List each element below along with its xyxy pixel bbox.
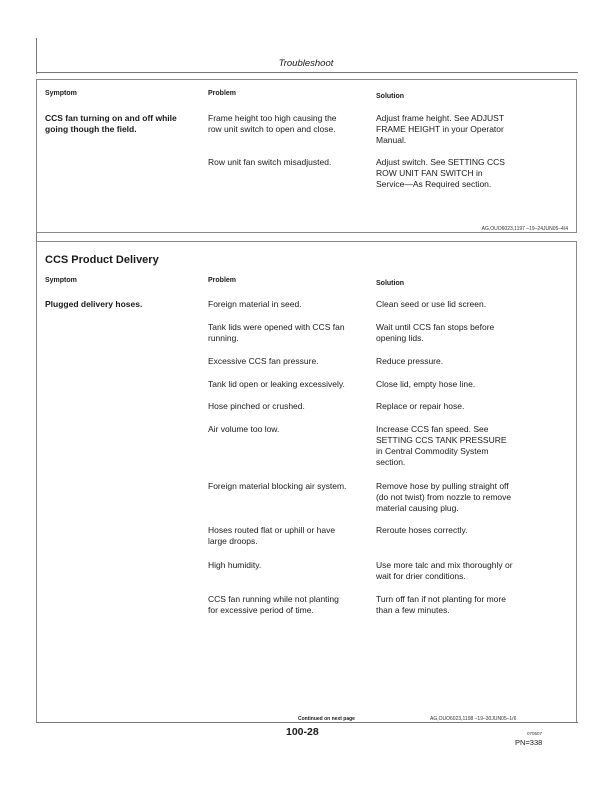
solution-text <box>376 560 513 582</box>
solution-line: than a few minutes. <box>376 605 450 615</box>
problem-text <box>208 356 319 367</box>
solution-text <box>376 113 504 146</box>
solution-line: ROW UNIT FAN SWITCH in <box>376 168 483 178</box>
solution-text <box>376 594 506 616</box>
problem-line: Air volume too low. <box>208 424 280 434</box>
problem-text <box>208 525 335 547</box>
problem-line: for excessive period of time. <box>208 605 314 615</box>
problem-line: Excessive CCS fan pressure. <box>208 356 319 366</box>
problem-text <box>208 113 337 135</box>
footer-rule <box>36 722 578 723</box>
problem-line: Frame height too high causing the <box>208 113 337 123</box>
solution-text <box>376 356 443 367</box>
problem-text <box>208 560 261 571</box>
solution-line: Use more talc and mix thoroughly or <box>376 560 513 570</box>
solution-line: Clean seed or use lid screen. <box>376 299 487 309</box>
page-header-title: Troubleshoot <box>278 58 334 69</box>
solution-text <box>376 401 464 412</box>
solution-line: Manual. <box>376 135 407 145</box>
solution-text <box>376 481 511 514</box>
problem-text <box>208 157 331 168</box>
symptom-header: Symptom <box>45 277 77 284</box>
solution-text <box>376 525 468 536</box>
problem-text <box>208 379 345 390</box>
pn-number: PN=338 <box>515 738 543 747</box>
solution-line: (do not twist) from nozzle to remove <box>376 492 512 502</box>
problem-line: Row unit fan switch misadjusted. <box>208 157 332 167</box>
solution-text <box>376 379 475 390</box>
solution-line: Reroute hoses correctly. <box>376 525 468 535</box>
solution-line: Wait until CCS fan stops before <box>376 322 495 332</box>
problem-line: large droops. <box>208 536 258 546</box>
document-code: 070507 <box>527 731 543 736</box>
symptom-text <box>45 113 177 135</box>
solution-header: Solution <box>376 280 404 287</box>
problem-text <box>208 401 305 412</box>
troubleshoot-box-fan-cycling <box>36 79 577 233</box>
solution-line: Turn off fan if not planting for more <box>376 594 506 604</box>
problem-line: CCS fan running while not planting <box>208 594 339 604</box>
page-number: 100-28 <box>286 726 319 738</box>
problem-line: High humidity. <box>208 560 262 570</box>
solution-text <box>376 322 494 344</box>
troubleshoot-box-product-delivery <box>36 241 577 722</box>
solution-line: Service—As Required section. <box>376 179 492 189</box>
symptom-line: going though the field. <box>45 124 137 134</box>
solution-line: section. <box>376 457 406 467</box>
solution-text <box>376 157 505 190</box>
section-title: CCS Product Delivery <box>45 254 159 266</box>
solution-line: Increase CCS fan speed. See <box>376 424 489 434</box>
solution-line: Remove hose by pulling straight off <box>376 481 509 491</box>
problem-line: Hose pinched or crushed. <box>208 401 305 411</box>
solution-line: Replace or repair hose. <box>376 401 465 411</box>
problem-line: Foreign material in seed. <box>208 299 302 309</box>
reference-code: AG,OUO6023,1197 –19–24JUN05–4/4 <box>481 226 568 232</box>
solution-line: SETTING CCS TANK PRESSURE <box>376 435 507 445</box>
problem-line: Tank lids were opened with CCS fan <box>208 322 345 332</box>
problem-line: Tank lid open or leaking excessively. <box>208 379 345 389</box>
solution-line: Reduce pressure. <box>376 356 444 366</box>
solution-text <box>376 299 486 310</box>
solution-line: Close lid, empty hose line. <box>376 379 476 389</box>
problem-text <box>208 322 345 344</box>
reference-code: AG,OUO6023,1198 –19–30JUN05–1/6 <box>430 716 517 722</box>
problem-line: Foreign material blocking air system. <box>208 481 347 491</box>
solution-header: Solution <box>376 93 404 100</box>
symptom-line: CCS fan turning on and off while <box>45 113 177 123</box>
solution-line: in Central Commodity System <box>376 446 489 456</box>
solution-text <box>376 424 507 468</box>
problem-text <box>208 481 346 492</box>
symptom-header: Symptom <box>45 90 77 97</box>
problem-text <box>208 594 339 616</box>
continued-note: Continued on next page <box>298 716 355 722</box>
problem-line: running. <box>208 333 239 343</box>
problem-text <box>208 424 279 435</box>
solution-line: Adjust frame height. See ADJUST <box>376 113 505 123</box>
problem-header: Problem <box>208 90 237 97</box>
solution-line: material causing plug. <box>376 503 459 513</box>
symptom-text: Plugged delivery hoses. <box>45 299 143 309</box>
solution-line: wait for drier conditions. <box>376 571 466 581</box>
problem-line: Hoses routed flat or uphill or have <box>208 525 336 535</box>
problem-header: Problem <box>208 277 237 284</box>
problem-text <box>208 299 302 310</box>
problem-line: row unit switch to open and close. <box>208 124 336 134</box>
header-rule <box>36 72 578 73</box>
solution-line: opening lids. <box>376 333 424 343</box>
solution-line: FRAME HEIGHT in your Operator <box>376 124 504 134</box>
solution-line: Adjust switch. See SETTING CCS <box>376 157 505 167</box>
